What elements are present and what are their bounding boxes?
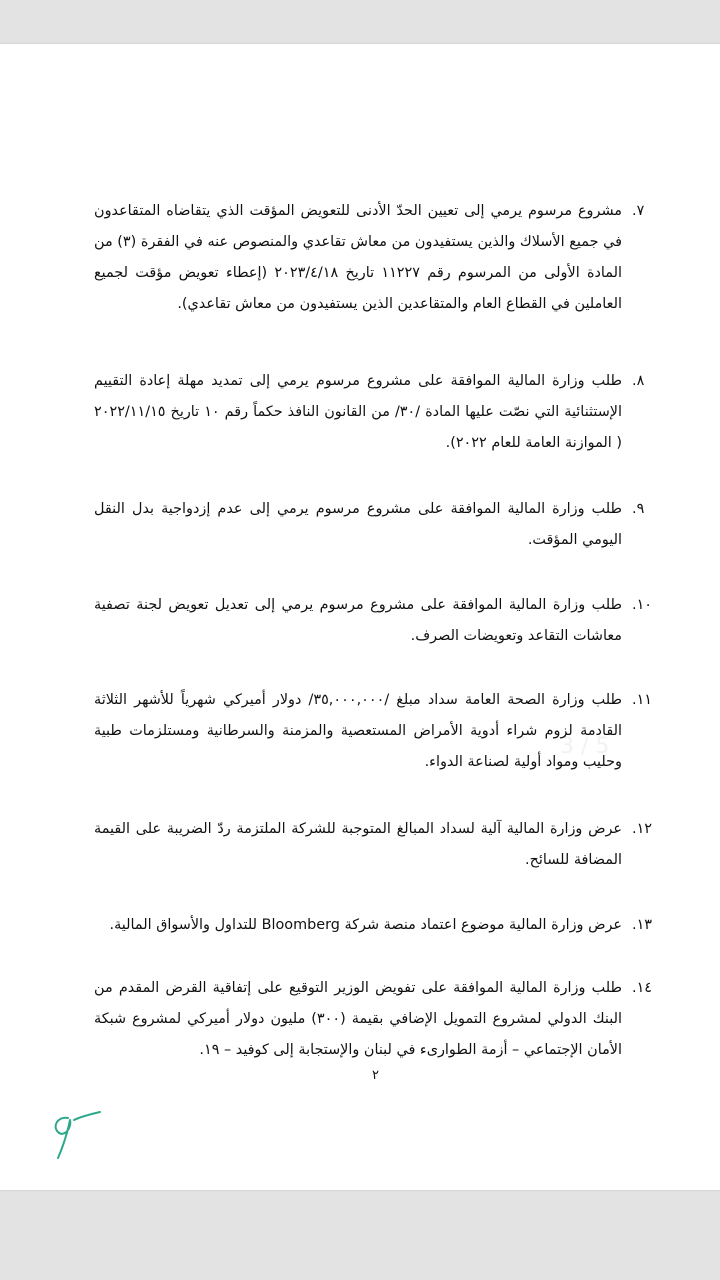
item-text: مشروع مرسوم يرمي إلى تعيين الحدّ الأدنى للتعويض المؤقت الذي يتقاضاه المتقاعدون في جميع الأسلاك والذين يستفيدون من معاش تقاعدي والمنصوص عنه في الفقرة (٣) من المادة الأولى من المرسوم رقم ١١٢٢٧ تاريخ ٢٠٢٣/٤/١٨ (إعطاء تعويض مؤقت لجميع العاملين في القطاع العام والمتقاعدين الذين يستفيدون من معاش تقاعدي). <box>94 203 622 312</box>
item-number: ١١. <box>632 692 653 708</box>
page-number: ٢ <box>372 1068 379 1083</box>
item-text: عرض وزارة المالية موضوع اعتماد منصة شركة Bloomberg للتداول والأسواق المالية. <box>109 917 622 933</box>
item-number: ١٣. <box>632 917 653 933</box>
item-number: ٩. <box>632 501 645 517</box>
item-text: طلب وزارة الصحة العامة سداد مبلغ /٣٥,٠٠٠,٠٠٠/ دولار أميركي شهرياً للأشهر الثلاثة القادمة لزوم شراء أدوية الأمراض المستعصية والمزمنة والسرطانية ومستلزمات طبية وحليب ومواد أولية لصناعة الدواء. <box>94 692 622 770</box>
document-page <box>0 44 720 1190</box>
item-text: عرض وزارة المالية آلية لسداد المبالغ المتوجبة للشركة الملتزمة ردّ الضريبة على القيمة المضافة للسائح. <box>94 821 622 868</box>
page-watermark: 3 / 5 <box>560 734 610 759</box>
signature-icon <box>44 1108 110 1169</box>
item-number: ١٠. <box>632 597 653 613</box>
item-number: ٨. <box>632 373 645 389</box>
agenda-item-8 <box>94 366 645 459</box>
item-number: ١٢. <box>632 821 653 837</box>
item-text: طلب وزارة المالية الموافقة على مشروع مرسوم يرمي إلى تعديل تعويض لجنة تصفية معاشات التقاعد وتعويضات الصرف. <box>94 597 622 644</box>
agenda-item-12 <box>94 814 653 876</box>
agenda-item-11 <box>94 685 653 778</box>
agenda-item-10 <box>94 590 653 652</box>
item-number: ١٤. <box>632 980 653 996</box>
item-number: ٧. <box>632 203 645 219</box>
agenda-item-14 <box>94 973 653 1066</box>
item-text: طلب وزارة المالية الموافقة على تفويض الوزير التوقيع على إتفاقية القرض المقدم من البنك الدولي لمشروع التمويل الإضافي بقيمة (٣٠٠) مليون دولار أميركي لمشروع شبكة الأمان الإجتماعي – أزمة الطوارىء في لبنان والإستجابة إلى كوفيد – ١٩. <box>94 980 623 1058</box>
agenda-item-7 <box>94 196 645 320</box>
item-text: طلب وزارة المالية الموافقة على مشروع مرسوم يرمي إلى عدم إزدواجية بدل النقل اليومي المؤقت. <box>94 501 622 548</box>
agenda-item-9 <box>94 494 645 556</box>
item-text: طلب وزارة المالية الموافقة على مشروع مرسوم يرمي إلى تمديد مهلة إعادة التقييم الإستثنائية التي نصّت عليها المادة /٣٠/ من القانون النافذ حكماً رقم ١٠ تاريخ ٢٠٢٢/١١/١٥ ( الموازنة العامة للعام ٢٠٢٢). <box>94 373 622 451</box>
agenda-item-13 <box>94 910 653 941</box>
